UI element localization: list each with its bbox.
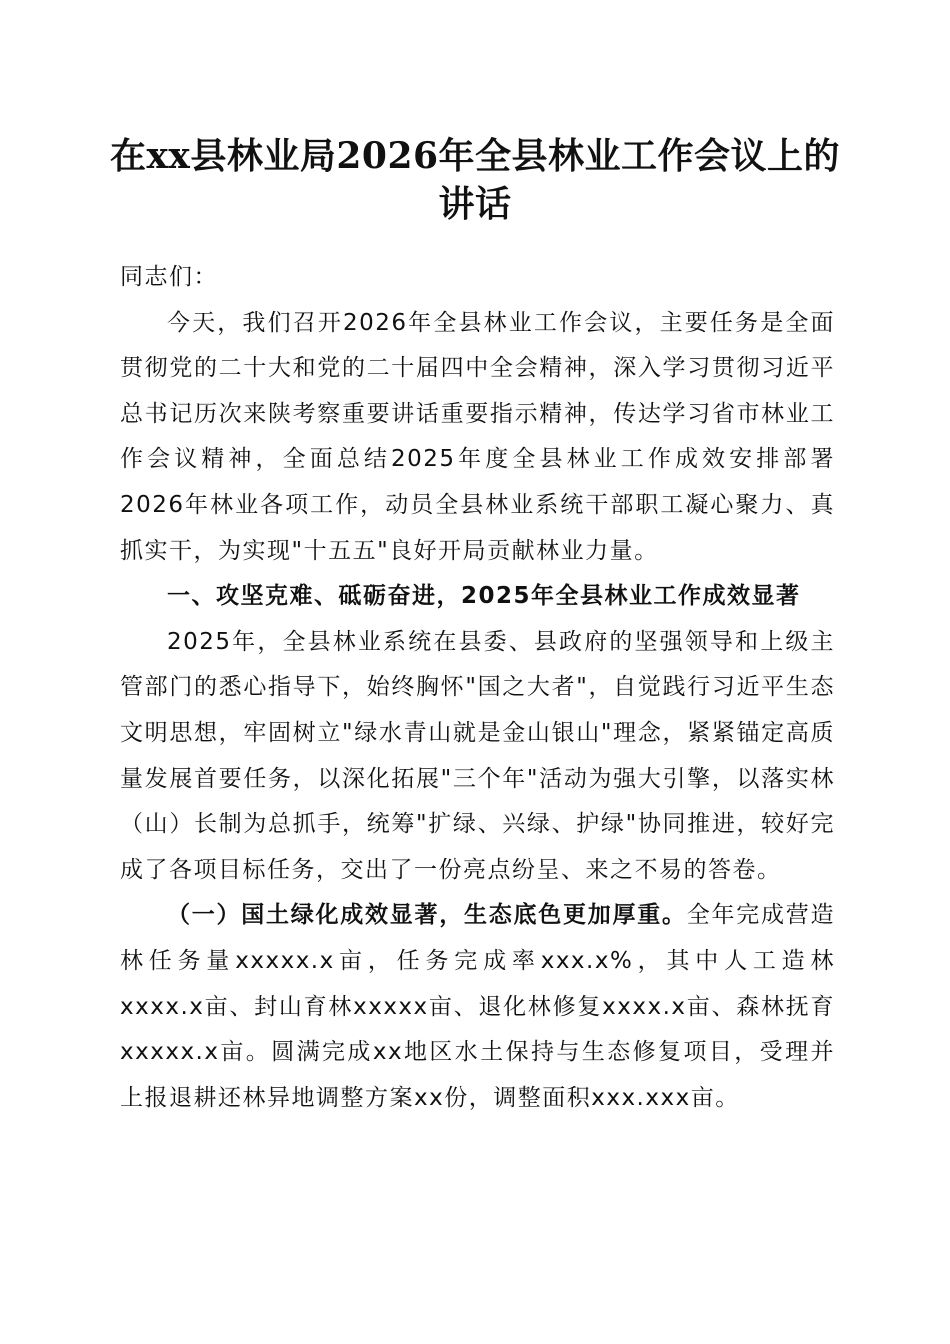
paragraph-intro: 今天，我们召开2026年全县林业工作会议，主要任务是全面贯彻党的二十大和党的二十届四中全会精神，深入学习贯彻习近平总书记历次来陕考察重要讲话重要指示精神，传达学习省市林业工作会议精神，全面总结2025年度全县林业工作成效安排部署2026年林业各项工作，动员全县林业系统干部职工凝心聚力、真抓实干，为实现"十五五"良好开局贡献林业力量。 bbox=[120, 309, 835, 564]
document-body bbox=[120, 255, 835, 1121]
title-line-1: 在xx县林业局2026年全县林业工作会议上的 bbox=[109, 135, 841, 177]
title-line-2: 讲话 bbox=[438, 183, 512, 225]
subheading-1: （一）国土绿化成效显著，生态底色更加厚重。 bbox=[167, 902, 687, 929]
salutation: 同志们： bbox=[120, 264, 218, 290]
document-title bbox=[80, 132, 870, 228]
section-heading-1: 一、攻坚克难、砥砺奋进，2025年全县林业工作成效显著 bbox=[167, 583, 801, 610]
paragraph-summary: 2025年，全县林业系统在县委、县政府的坚强领导和上级主管部门的悉心指导下，始终胸怀"国之大者"，自觉践行习近平生态文明思想，牢固树立"绿水青山就是金山银山"理念，紧紧锚定高质量发展首要任务，以深化拓展"三个年"活动为强大引擎，以落实林（山）长制为总抓手，统筹"扩绿、兴绿、护绿"协同推进，较好完成了各项目标任务，交出了一份亮点纷呈、来之不易的答卷。 bbox=[120, 628, 835, 883]
paragraph-greening bbox=[120, 893, 835, 1121]
paragraph-greening-text: 全年完成营造林任务量xxxxx.x亩，任务完成率xxx.x%，其中人工造林xxxx.x亩、封山育林xxxxx亩、退化林修复xxxx.x亩、森林抚育xxxxx.x亩。圆满完成xx地区水土保持与生态修复项目，受理并上报退耕还林异地调整方案xx份，调整面积xxx.xxx亩。 bbox=[120, 902, 835, 1111]
